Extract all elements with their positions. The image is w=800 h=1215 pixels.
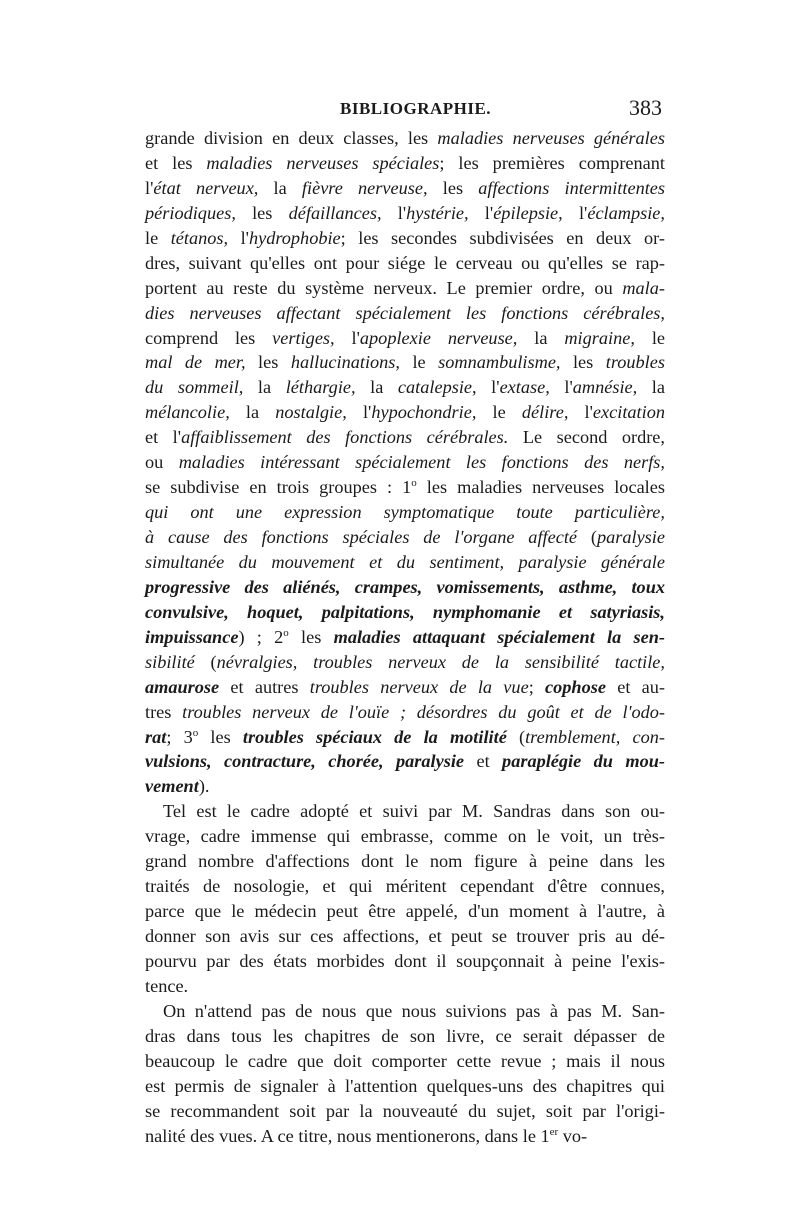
- text-run: hydrophobie: [248, 227, 341, 248]
- text-run: tétanos,: [170, 227, 229, 248]
- text-run: la: [355, 377, 398, 398]
- page-number: 383: [629, 95, 662, 120]
- text-run: affaiblissement des fonctions cérébrales.: [181, 427, 509, 448]
- text-run: la: [637, 377, 665, 398]
- text-run: sibilité: [145, 651, 195, 672]
- text-run: vement: [145, 776, 199, 797]
- text-run: , l': [472, 377, 500, 398]
- text-run: grande division en deux classes, les: [145, 128, 438, 148]
- text-run: vo-: [558, 1125, 588, 1146]
- text-run: l': [568, 402, 593, 423]
- text-run: les: [198, 726, 243, 747]
- text-run: ) ; 2: [238, 626, 284, 647]
- text-run: maladies nerveuses générales: [437, 128, 665, 148]
- text-line: [145, 1024, 665, 1049]
- text-run: nostalgie,: [275, 402, 347, 423]
- superscript: o: [411, 477, 417, 490]
- text-line: [145, 600, 665, 625]
- text-run: ; les secondes subdivisées en deux or-: [340, 227, 665, 248]
- text-run: apoplexie nerveuse,: [359, 327, 518, 348]
- text-line: [145, 176, 665, 201]
- text-line: [145, 1049, 665, 1074]
- text-run: est permis de signaler à l'attention quelques-uns des chapitres qui: [145, 1075, 665, 1096]
- text-run: le: [145, 227, 171, 248]
- text-run: l': [381, 202, 407, 223]
- text-run: le: [476, 402, 522, 423]
- text-run: maladies attaquant spécialement la sen-: [333, 626, 665, 647]
- text-run: tremblement, con-: [525, 726, 665, 747]
- text-line: [145, 749, 665, 774]
- text-run: délire,: [521, 402, 569, 423]
- text-run: troubles nerveux de l'ouïe ; désordres du goût et de l'odo-: [182, 701, 666, 722]
- text-line: [145, 999, 665, 1024]
- text-run: dies nerveuses affectant spécialement les fonctions cérébrales,: [145, 302, 665, 323]
- text-line: [145, 849, 665, 874]
- text-line: [145, 575, 665, 600]
- text-line: [145, 625, 665, 650]
- text-run: paraplégie du mou-: [502, 751, 665, 772]
- text-run: à cause des fonctions spéciales de l'organe affecté: [145, 527, 578, 547]
- text-run: troubles spéciaux de la motilité: [242, 726, 507, 747]
- text-run: ; les premières comprenant: [439, 152, 665, 173]
- text-line: [145, 425, 665, 450]
- text-line: [145, 949, 665, 974]
- text-run: périodiques,: [145, 202, 236, 223]
- text-line: [145, 151, 665, 176]
- running-title: BIBLIOGRAPHIE.: [340, 99, 492, 118]
- text-line: [145, 251, 665, 276]
- text-run: vulsions, contracture, chorée, paralysie: [145, 751, 465, 772]
- text-run: vrage, cadre immense qui embrasse, comme on le voit, un très-: [145, 826, 665, 847]
- text-run: impuissance: [145, 626, 239, 647]
- text-run: Le second ordre,: [508, 427, 665, 448]
- text-run: névralgies, troubles nerveux de la sensibilité tactile,: [216, 651, 665, 672]
- text-run: amaurose: [145, 676, 220, 697]
- text-run: le: [400, 352, 439, 373]
- text-run: le: [634, 327, 666, 348]
- text-run: grand nombre d'affections dont le nom figure à peine dans les: [145, 851, 665, 872]
- text-line: [145, 1124, 665, 1149]
- text-line: [145, 899, 665, 924]
- text-run: l': [145, 177, 154, 198]
- body-text: [145, 126, 665, 1148]
- text-run: l': [468, 202, 494, 223]
- text-run: l': [549, 377, 573, 398]
- text-run: comprend les: [145, 327, 273, 348]
- text-run: (: [506, 726, 526, 747]
- text-line: [145, 400, 665, 425]
- text-run: tence.: [145, 975, 189, 996]
- text-run: rat: [145, 726, 167, 747]
- text-run: amnésie,: [572, 377, 638, 398]
- text-run: ; 3: [166, 726, 193, 747]
- text-run: hypochondrie,: [371, 402, 477, 423]
- text-run: et autres: [219, 676, 310, 697]
- text-run: affections intermittentes: [478, 177, 666, 198]
- text-run: somnambulisme,: [438, 352, 561, 373]
- text-run: hallucinations,: [290, 352, 400, 373]
- text-run: extase,: [499, 377, 550, 398]
- text-run: tres: [145, 701, 183, 722]
- text-run: Tel est le cadre adopté et suivi par M. Sandras dans son ou-: [163, 801, 665, 822]
- text-line: [145, 799, 665, 824]
- text-run: (: [194, 651, 217, 672]
- text-line: [145, 201, 665, 226]
- text-run: On n'attend pas de nous que nous suivions pas à pas M. San-: [163, 1000, 665, 1021]
- text-run: l': [228, 227, 249, 248]
- text-run: l': [346, 402, 372, 423]
- text-line: [145, 974, 665, 999]
- text-run: paralysie: [596, 527, 665, 547]
- text-run: et l': [145, 427, 182, 448]
- text-line: [145, 1074, 665, 1099]
- text-run: léthargie,: [285, 377, 356, 398]
- text-line: [145, 126, 665, 151]
- text-run: et au-: [605, 676, 665, 697]
- text-line: [145, 500, 665, 525]
- text-run: migraine,: [564, 327, 635, 348]
- text-run: les maladies nerveuses locales: [416, 477, 665, 498]
- text-run: défaillances,: [288, 202, 382, 223]
- text-run: la: [243, 377, 286, 398]
- text-run: cophose: [545, 676, 606, 697]
- text-run: du sommeil,: [145, 377, 244, 398]
- text-run: l': [334, 327, 360, 348]
- superscript: o: [283, 626, 289, 639]
- text-line: [145, 375, 665, 400]
- text-run: traités de nosologie, et qui méritent cependant d'être connues,: [145, 876, 665, 897]
- text-line: [145, 226, 665, 251]
- text-line: [145, 924, 665, 949]
- text-run: état nerveux,: [153, 177, 259, 198]
- text-run: simultanée du mouvement et du sentiment, paralysie générale: [145, 551, 665, 572]
- text-run: dres, suivant qu'elles ont pour siége le cerveau ou qu'elles se rap-: [145, 252, 665, 273]
- text-run: les: [245, 352, 291, 373]
- text-run: les: [427, 177, 479, 198]
- text-run: mala-: [622, 277, 665, 298]
- text-run: mal de mer,: [145, 352, 246, 373]
- text-run: (: [577, 527, 597, 547]
- text-line: [145, 550, 665, 575]
- text-run: la: [517, 327, 565, 348]
- text-line: [145, 301, 665, 326]
- text-line: [145, 725, 665, 750]
- text-run: les: [560, 352, 606, 373]
- text-run: ou: [145, 452, 179, 473]
- text-line: [145, 450, 665, 475]
- text-run: progressive des aliénés, crampes, vomissements, asthme, toux: [145, 576, 665, 597]
- text-run: excitation: [592, 402, 665, 423]
- text-run: convulsive, hoquet, palpitations, nymphomanie et satyriasis,: [145, 601, 665, 622]
- text-line: [145, 675, 665, 700]
- text-line: [145, 326, 665, 351]
- running-header: [145, 95, 665, 125]
- text-run: se subdivise en trois groupes : 1: [145, 477, 412, 498]
- text-run: beaucoup le cadre que doit comporter cette revue ; mais il nous: [145, 1050, 665, 1071]
- text-run: pourvu par des états morbides dont il soupçonnait à peine l'exis-: [145, 950, 665, 971]
- text-line: [145, 276, 665, 301]
- text-run: nalité des vues. A ce titre, nous mentionerons, dans le 1: [145, 1125, 550, 1146]
- superscript: o: [192, 726, 199, 739]
- text-line: [145, 774, 665, 799]
- text-run: la: [229, 402, 276, 423]
- text-line: [145, 824, 665, 849]
- text-run: portent au reste du système nerveux. Le premier ordre, ou: [145, 277, 623, 298]
- text-line: [145, 874, 665, 899]
- superscript: er: [549, 1125, 559, 1138]
- text-run: et: [464, 751, 503, 772]
- text-run: l': [562, 202, 588, 223]
- text-run: maladies nerveuses spéciales: [206, 152, 440, 173]
- text-line: [145, 650, 665, 675]
- text-run: fièvre nerveuse,: [301, 177, 428, 198]
- text-run: troubles: [605, 352, 665, 373]
- text-run: épilepsie,: [493, 202, 563, 223]
- text-run: se recommandent soit par la nouveauté du sujet, soit par l'origi-: [145, 1100, 665, 1121]
- text-run: éclampsie,: [587, 202, 665, 223]
- text-run: maladies intéressant spécialement les fonctions des nerfs,: [178, 452, 665, 473]
- text-line: [145, 475, 665, 500]
- text-run: catalepsie: [397, 377, 473, 398]
- text-run: hystérie,: [406, 202, 469, 223]
- text-run: dras dans tous les chapitres de son livre, ce serait dépasser de: [145, 1025, 665, 1046]
- text-line: [145, 1099, 665, 1124]
- text-line: [145, 350, 665, 375]
- text-run: donner son avis sur ces affections, et peut se trouver pris au dé-: [145, 926, 665, 946]
- text-run: ;: [528, 676, 546, 697]
- text-line: [145, 525, 665, 550]
- text-run: ).: [198, 776, 210, 797]
- text-run: vertiges,: [272, 327, 335, 348]
- text-run: les: [235, 202, 289, 223]
- text-run: la: [258, 177, 302, 198]
- text-run: mélancolie,: [145, 402, 230, 423]
- text-run: et les: [145, 152, 207, 173]
- text-run: parce que le médecin peut être appelé, d'un moment à l'autre, à: [145, 901, 665, 922]
- text-run: les: [288, 626, 334, 647]
- text-run: qui ont une expression symptomatique toute particulière,: [145, 502, 665, 523]
- text-run: troubles nerveux de la vue: [309, 676, 529, 697]
- text-line: [145, 700, 665, 725]
